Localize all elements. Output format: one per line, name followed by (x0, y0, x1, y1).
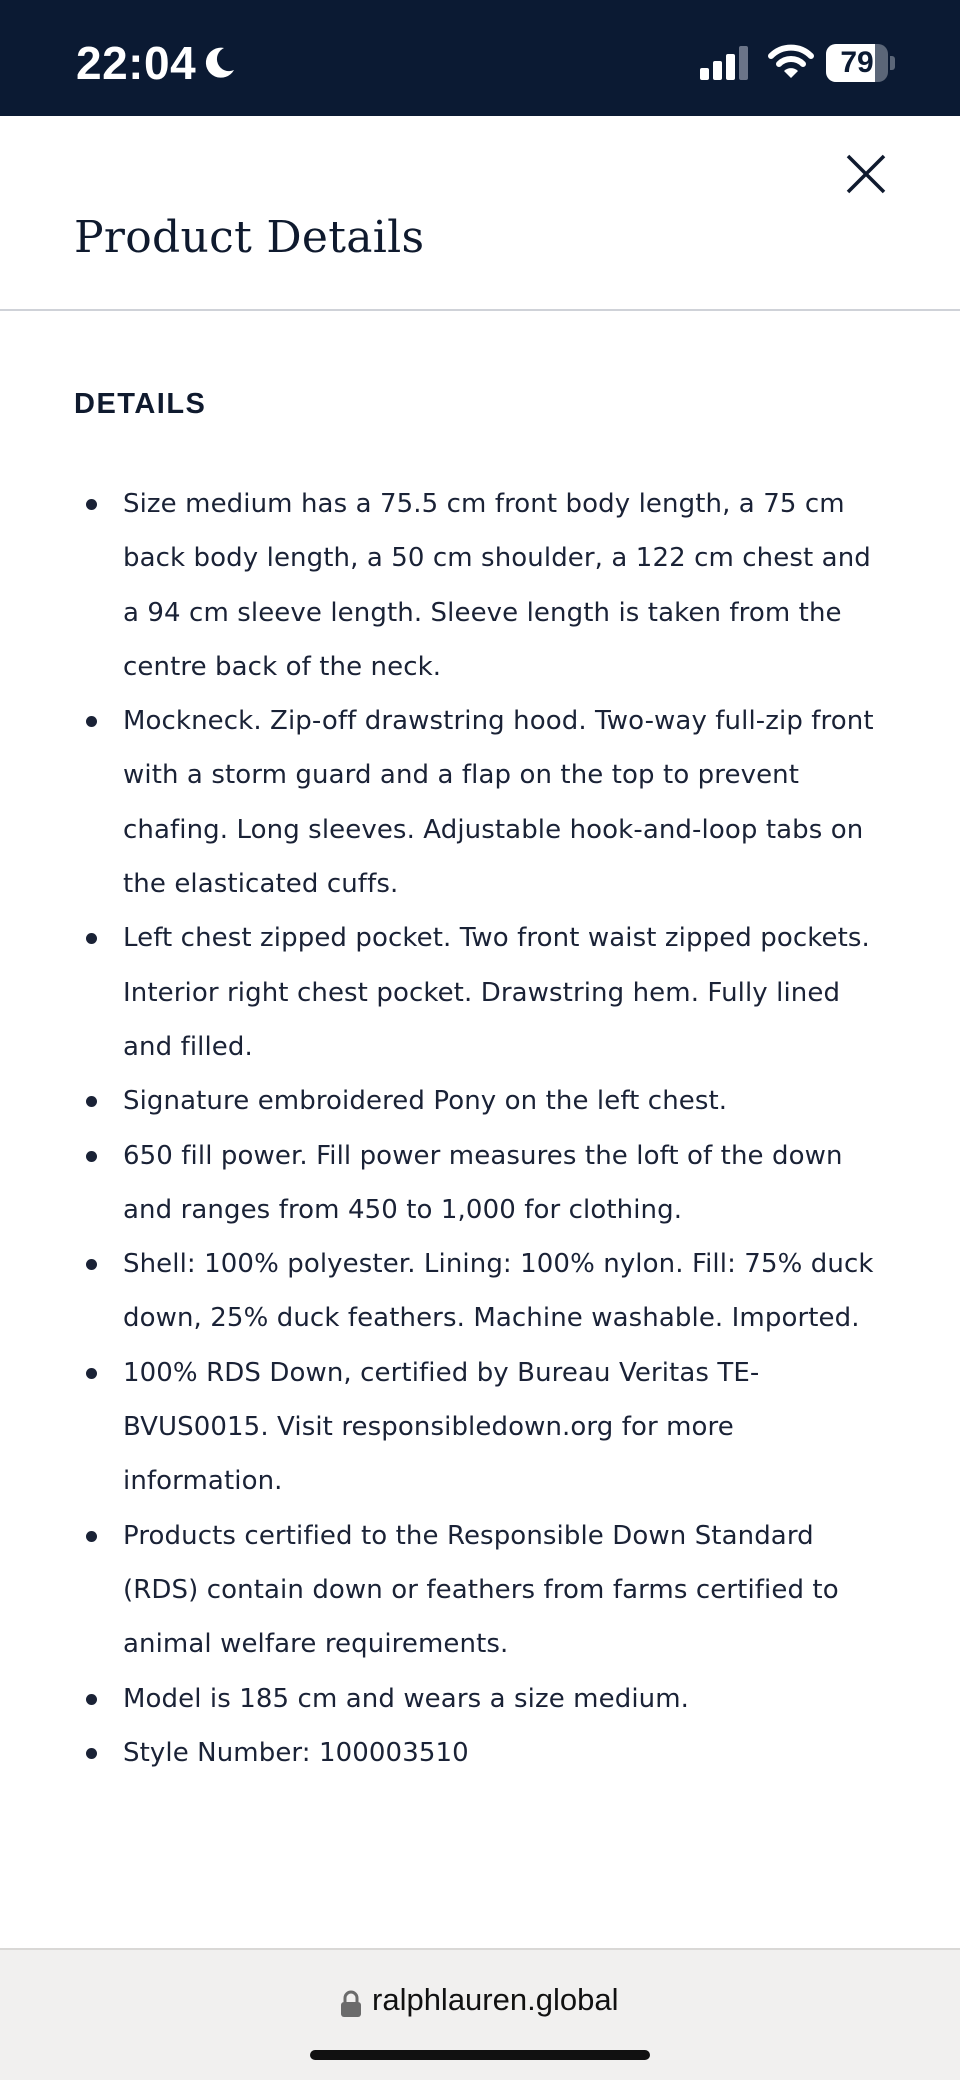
list-item (74, 1074, 894, 1128)
signal-icon (700, 46, 752, 80)
browser-address-bar[interactable] (0, 1948, 960, 2080)
list-item (74, 1672, 894, 1726)
list-item-text: Size medium has a 75.5 cm front body length, a 75 cm back body length, a 50 cm shoulder, a 122 cm chest and a 94 cm sleeve length. Sleeve length is taken from the centre back of the neck. (123, 489, 871, 682)
url-text[interactable]: ralphlauren.global (372, 1982, 619, 2017)
details-list (74, 477, 894, 1780)
list-item-text: Signature embroidered Pony on the left chest. (123, 1086, 728, 1117)
list-item-text: Left chest zipped pocket. Two front waist zipped pockets. Interior right chest pocket. Drawstring hem. Fully lined and filled. (123, 923, 870, 1062)
status-bar (0, 0, 960, 116)
list-item-text: Mockneck. Zip-off drawstring hood. Two-way full-zip front with a storm guard and a flap on the top to prevent chafing. Long sleeves. Adjustable hook-and-loop tabs on the elasticated cuffs. (123, 706, 874, 900)
list-item (74, 477, 894, 694)
list-item (74, 1726, 894, 1780)
wifi-icon (768, 44, 814, 80)
battery-level: 79 (840, 46, 874, 79)
list-item (74, 694, 894, 911)
list-item-text: Products certified to the Responsible Down Standard (RDS) contain down or feathers from farms certified to animal welfare requirements. (123, 1520, 839, 1660)
list-item (74, 1346, 894, 1509)
list-item (74, 1129, 894, 1238)
details-section (74, 388, 894, 1780)
bullet-icon (86, 1259, 97, 1270)
bullet-icon (86, 933, 97, 944)
bullet-icon (86, 1694, 97, 1705)
moon-icon (200, 44, 238, 82)
status-time: 22:04 (76, 37, 197, 89)
lock-icon (340, 1990, 362, 2018)
bullet-icon (86, 1368, 97, 1379)
list-item-text: Style Number: 100003510 (123, 1737, 469, 1768)
list-item (74, 1237, 894, 1346)
battery-icon (826, 44, 896, 82)
home-indicator[interactable] (310, 2050, 650, 2060)
list-item-text: Shell: 100% polyester. Lining: 100% nylon. Fill: 75% duck down, 25% duck feathers. Machine washable. Imported. (123, 1249, 874, 1334)
bullet-icon (86, 1531, 97, 1542)
list-item-text: 100% RDS Down, certified by Bureau Veritas TE-BVUS0015. Visit responsibledown.org for more information. (123, 1357, 760, 1497)
bullet-icon (86, 499, 97, 510)
list-item-text: Model is 185 cm and wears a size medium. (123, 1683, 690, 1714)
bullet-icon (86, 1748, 97, 1759)
list-item (74, 1509, 894, 1672)
page-title: Product Details (74, 212, 425, 263)
list-item (74, 911, 894, 1074)
modal-header (0, 116, 960, 311)
section-heading: DETAILS (74, 388, 207, 420)
bullet-icon (86, 1151, 97, 1162)
list-item-text: 650 fill power. Fill power measures the loft of the down and ranges from 450 to 1,000 for clothing. (123, 1140, 843, 1225)
bullet-icon (86, 1096, 97, 1107)
bullet-icon (86, 716, 97, 727)
close-icon[interactable] (836, 144, 896, 204)
